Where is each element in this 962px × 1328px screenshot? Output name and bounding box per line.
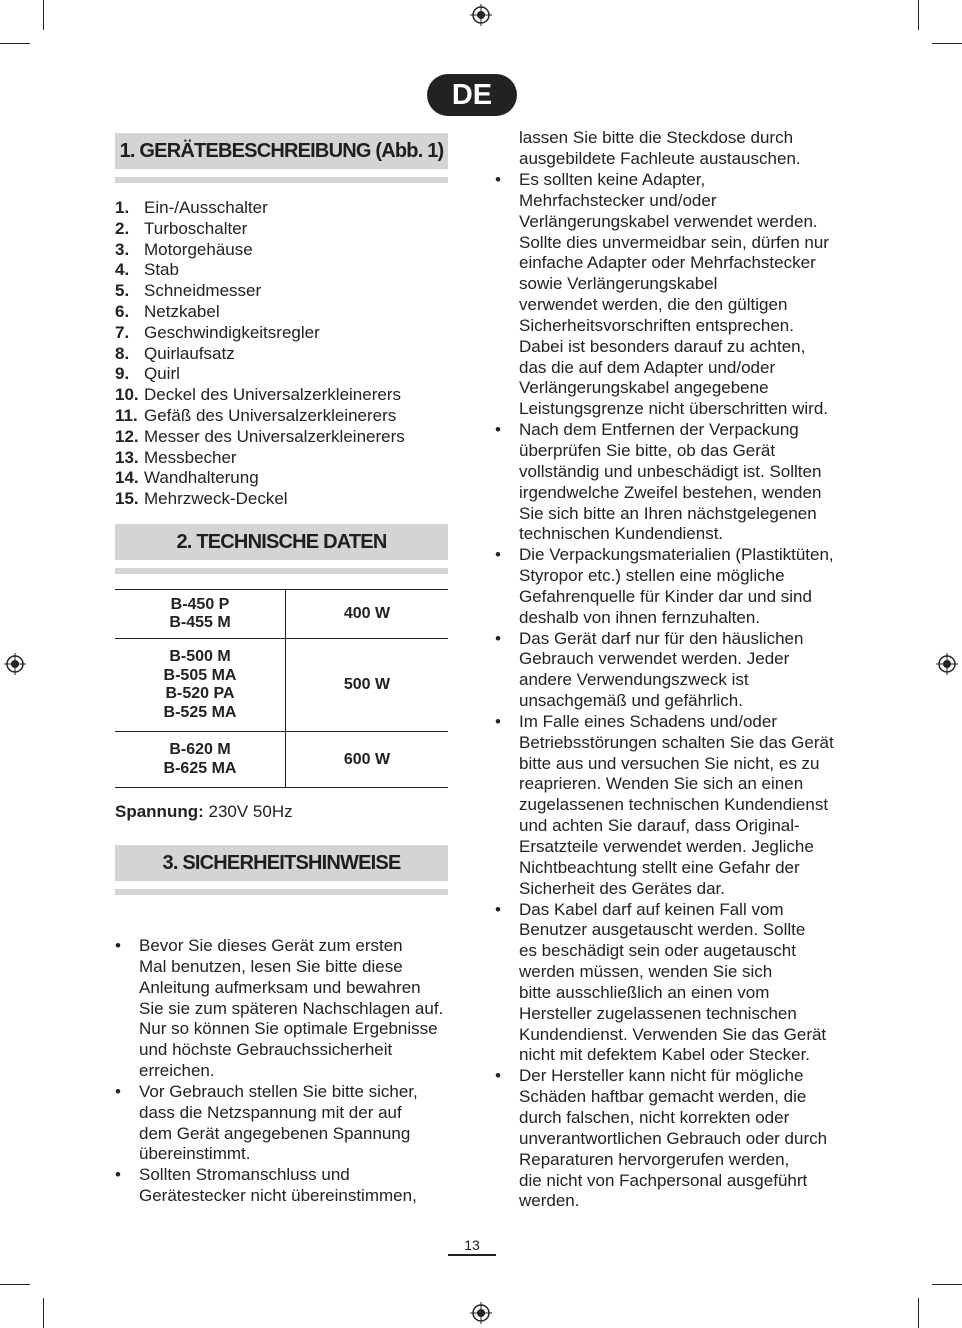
item-number: 11. (115, 405, 138, 425)
table-row (115, 732, 448, 788)
safety-list-left (115, 936, 455, 1207)
registration-mark-icon (4, 653, 26, 675)
parts-list (115, 198, 405, 510)
item-label: Stab (144, 260, 179, 280)
technical-data-table (115, 589, 448, 788)
list-item (495, 900, 845, 1067)
model-cell: B-500 M B-505 MA B-520 PA B-525 MA (115, 639, 286, 732)
item-label: Quirlaufsatz (144, 343, 235, 363)
list-item (495, 420, 845, 545)
list-item (115, 489, 405, 510)
item-label: Gefäß des Universalzerkleinerers (144, 405, 397, 425)
item-number: 5. (115, 281, 130, 301)
list-item (115, 364, 405, 385)
crop-mark (918, 1298, 919, 1328)
item-label: Schneidmesser (144, 281, 262, 301)
crop-mark (0, 43, 30, 44)
item-number: 6. (115, 301, 130, 321)
item-number: 14. (115, 468, 139, 488)
bullet-icon: • (495, 628, 501, 648)
item-label: Messer des Universalzerkleinerers (144, 426, 405, 446)
item-label: Messbecher (144, 447, 237, 467)
item-label: Ein-/Ausschalter (144, 198, 268, 217)
page-number: 13 (464, 1237, 480, 1253)
list-item (495, 629, 845, 712)
registration-mark-icon (936, 653, 958, 675)
list-item (115, 1165, 455, 1207)
voltage-value: 230V 50Hz (203, 802, 293, 821)
item-label: Geschwindigkeitsregler (144, 322, 320, 342)
crop-mark (932, 43, 962, 44)
list-item (495, 545, 845, 628)
item-number: 2. (115, 218, 130, 238)
table-row (115, 590, 448, 639)
bullet-text: Im Falle eines Schadens und/oder Betriebsstörungen schalten Sie das Gerät bitte aus und versuchen Sie nicht, es zu reaprieren. Wenden Sie sich an einen zugelassenen technischen Kundendienst und achten Sie darauf, dass Original- Ersatzteile verwendet werden. Jegliche Nichtbeachtung stellt eine Gefahr der Sicherheit des Gerätes dar. (519, 711, 834, 898)
item-label: Motorgehäuse (144, 239, 253, 259)
item-label: Turboschalter (144, 218, 248, 238)
bullet-icon: • (115, 1165, 121, 1185)
item-number: 13. (115, 447, 139, 467)
bullet-text: Nach dem Entfernen der Verpackung überprüfen Sie bitte, ob das Gerät vollständig und unbeschädigt ist. Sollten irgendwelche Zweifel bestehen, wenden Sie sich bitte an Ihren nächstgelegenen technischen Kundendienst. (519, 420, 822, 544)
crop-mark (0, 1284, 30, 1285)
voltage-info (115, 802, 293, 822)
list-item (115, 198, 405, 219)
bullet-icon: • (495, 420, 501, 440)
list-item (115, 448, 405, 469)
bullet-text: Bevor Sie dieses Gerät zum ersten Mal benutzen, lesen Sie bitte diese Anleitung aufmerksam und bewahren Sie sie zum späteren Nachschlagen auf. Nur so können Sie optimale Ergebnisse und höchste Gebrauchssicherheit erreichen. (139, 936, 444, 1081)
registration-mark-icon (470, 1302, 492, 1324)
crop-mark (918, 0, 919, 30)
section-divider (115, 568, 448, 574)
bullet-icon: • (115, 936, 121, 955)
model-cell: B-450 P B-455 M (115, 590, 286, 639)
section-heading-technical-data: 2. TECHNISCHE DATEN (115, 524, 448, 560)
list-item (495, 170, 845, 420)
item-number: 15. (115, 489, 139, 509)
list-item (115, 406, 405, 427)
item-label: Netzkabel (144, 301, 220, 321)
item-number: 4. (115, 260, 130, 280)
list-item (115, 385, 405, 406)
item-number: 9. (115, 364, 130, 384)
bullet-text: Sollten Stromanschluss und Gerätestecker nicht übereinstimmen, (139, 1165, 417, 1206)
item-number: 12. (115, 426, 139, 446)
page-number-rule (448, 1254, 496, 1256)
list-item (115, 281, 405, 302)
registration-mark-icon (470, 4, 492, 26)
bullet-text: Das Kabel darf auf keinen Fall vom Benutzer ausgetauscht werden. Sollte es beschädigt sein oder augetauscht werden müssen, wenden Sie sich bitte ausschließlich an einen vom Hersteller zugelassenen technischen Kundendienst. Verwenden Sie das Gerät nicht mit defektem Kabel oder Stecker. (519, 899, 827, 1065)
list-item (115, 1082, 455, 1165)
section-divider (115, 177, 448, 183)
crop-mark (932, 1284, 962, 1285)
crop-mark (43, 1298, 44, 1328)
bullet-text: Der Hersteller kann nicht für mögliche Schäden haftbar gemacht werden, die durch falschen, nicht korrekten oder unverantwortlichen Gebrauch oder durch Reparaturen hervorgerufen werden, die nicht von Fachpersonal ausgeführt werden. (519, 1066, 828, 1211)
bullet-text: Das Gerät darf nur für den häuslichen Gebrauch verwendet werden. Jeder andere Verwendungszweck ist unsachgemäß und gefährlich. (519, 628, 804, 711)
voltage-label: Spannung: (115, 802, 204, 821)
table-row (115, 639, 448, 732)
bullet-icon: • (495, 1066, 501, 1086)
power-cell: 600 W (286, 732, 449, 788)
bullet-icon: • (115, 1081, 121, 1101)
item-number: 1. (115, 198, 130, 217)
item-number: 7. (115, 322, 130, 342)
item-label: Mehrzweck-Deckel (144, 489, 288, 509)
language-badge: DE (427, 74, 517, 116)
item-number: 8. (115, 343, 130, 363)
section-divider (115, 889, 448, 895)
model-cell: B-620 M B-625 MA (115, 732, 286, 788)
bullet-text: Die Verpackungsmaterialien (Plastiktüten, Styropor etc.) stellen eine mögliche Gefahrenquelle für Kinder dar und sind deshalb von ihnen fernzuhalten. (519, 545, 834, 627)
list-item (115, 260, 405, 281)
item-label: Quirl (144, 364, 180, 384)
crop-mark (43, 0, 44, 30)
list-item (115, 240, 405, 261)
list-item (115, 468, 405, 489)
bullet-icon: • (495, 711, 501, 731)
bullet-icon: • (495, 170, 501, 189)
bullet-text: Vor Gebrauch stellen Sie bitte sicher, dass die Netzspannung mit der auf dem Gerät angegebenen Spannung übereinstimmt. (139, 1081, 418, 1164)
item-label: Deckel des Universalzerkleinerers (144, 385, 401, 405)
item-number: 3. (115, 239, 130, 259)
list-item (115, 936, 455, 1082)
item-label: Wandhalterung (144, 468, 259, 488)
power-cell: 400 W (286, 590, 449, 639)
section-heading-description: 1. GERÄTEBESCHREIBUNG (Abb. 1) (115, 133, 448, 169)
list-item (115, 323, 405, 344)
list-item (115, 344, 405, 365)
list-item (495, 712, 845, 900)
bullet-text: Es sollten keine Adapter, Mehrfachstecker und/oder Verlängerungskabel verwendet werden. Sollte dies unvermeidbar sein, dürfen nur einfache Adapter oder Mehrfachstecker sowie Verlängerungskabel verwendet werden, die den gültigen Sicherheitsvorschriften entsprechen. Dabei ist besonders darauf zu achten, das die auf dem Adapter und/oder Verlängerungskabel angegebene Leistungsgrenze nicht überschritten wird. (519, 170, 829, 419)
bullet-icon: • (495, 899, 501, 919)
list-item (495, 1066, 845, 1212)
list-item (115, 219, 405, 240)
bullet-icon: • (495, 545, 501, 565)
safety-list-right (495, 170, 845, 1212)
safety-continuation: lassen Sie bitte die Steckdose durch ausgebildete Fachleute austauschen. (519, 128, 801, 168)
item-number: 10. (115, 385, 139, 405)
list-item (115, 302, 405, 323)
power-cell: 500 W (286, 639, 449, 732)
section-heading-safety: 3. SICHERHEITSHINWEISE (115, 845, 448, 881)
list-item (115, 427, 405, 448)
